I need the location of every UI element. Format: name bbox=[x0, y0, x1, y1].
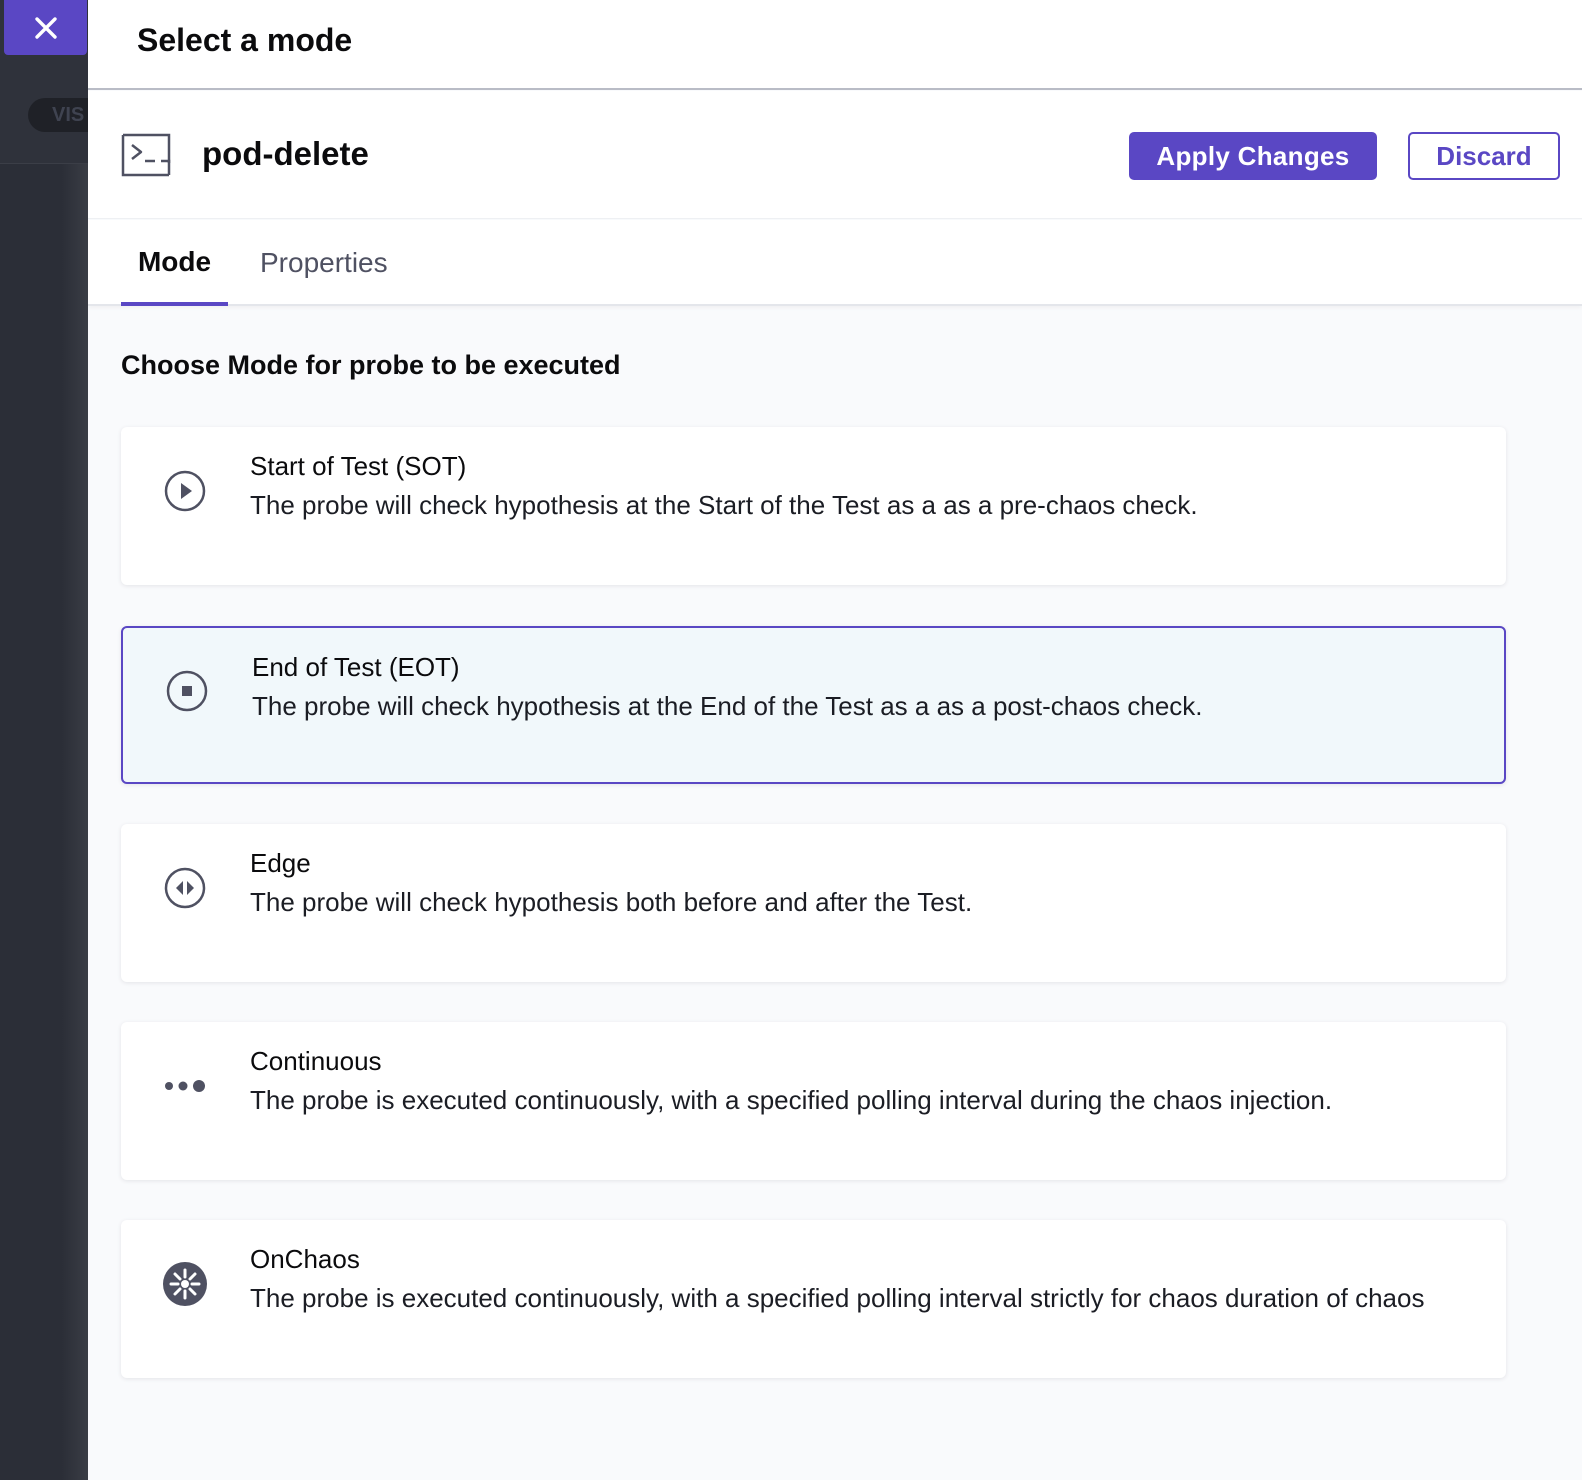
fault-bar bbox=[88, 91, 1582, 219]
mode-card-sot[interactable] bbox=[121, 427, 1506, 585]
mode-card-eot[interactable] bbox=[121, 626, 1506, 784]
drawer-title: Select a mode bbox=[137, 22, 353, 58]
stop-circle-icon bbox=[165, 669, 209, 713]
dots-icon bbox=[163, 1064, 207, 1108]
discard-button[interactable]: Discard bbox=[1408, 132, 1560, 180]
mode-title: Edge bbox=[250, 848, 311, 878]
mode-title: Start of Test (SOT) bbox=[250, 451, 467, 481]
mode-description: The probe will check hypothesis at the End of the Test as a as a post-chaos check. bbox=[252, 691, 1203, 721]
apply-changes-button[interactable]: Apply Changes bbox=[1129, 132, 1377, 180]
mode-title: End of Test (EOT) bbox=[252, 652, 460, 682]
play-circle-icon bbox=[163, 469, 207, 513]
mode-card-onchaos[interactable] bbox=[121, 1220, 1506, 1378]
drawer-header bbox=[88, 0, 1582, 90]
background-pill: VIS bbox=[28, 98, 108, 132]
tab-mode[interactable]: Mode bbox=[121, 220, 228, 306]
mode-title: OnChaos bbox=[250, 1244, 360, 1274]
mode-description: The probe is executed continuously, with a specified polling interval during the chaos injection. bbox=[250, 1085, 1333, 1115]
mode-description: The probe will check hypothesis both before and after the Test. bbox=[250, 887, 973, 917]
edge-circle-icon bbox=[163, 866, 207, 910]
tab-bar bbox=[88, 220, 1582, 306]
terminal-icon bbox=[121, 133, 171, 177]
mode-drawer bbox=[88, 0, 1582, 1480]
section-label: Choose Mode for probe to be executed bbox=[121, 350, 621, 380]
close-button[interactable] bbox=[4, 0, 87, 55]
close-icon bbox=[34, 16, 58, 40]
mode-card-continuous[interactable] bbox=[121, 1022, 1506, 1180]
mode-title: Continuous bbox=[250, 1046, 382, 1076]
fault-name: pod-delete bbox=[202, 135, 369, 172]
chaos-icon bbox=[163, 1262, 207, 1306]
tab-properties[interactable]: Properties bbox=[260, 247, 388, 278]
mode-description: The probe will check hypothesis at the Start of the Test as a as a pre-chaos check. bbox=[250, 490, 1198, 520]
background-overlay bbox=[0, 0, 88, 1480]
mode-card-edge[interactable] bbox=[121, 824, 1506, 982]
mode-description: The probe is executed continuously, with a specified polling interval strictly for chaos duration of chaos bbox=[250, 1283, 1425, 1313]
